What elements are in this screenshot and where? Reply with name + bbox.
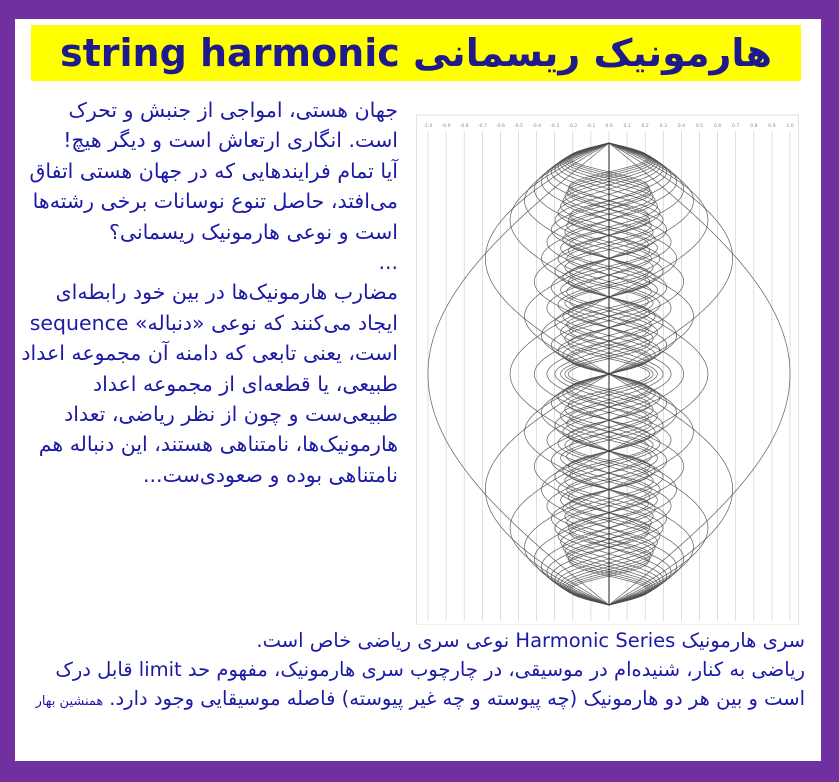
tick-label: 0.1 (623, 124, 631, 129)
title-bar (31, 25, 801, 81)
figure-border (417, 115, 799, 625)
intro-paragraph: مضارب هارمونیک‌ها در بین خود رابطه‌ای ایجاد می‌کنند که نوعی «دنباله» sequence است، یعنی تابعی که دامنه آن مجموعه اعداد طبیعی، یا قطعه‌ای از مجموعه اعداد طبیعی‌ست و چون از نظر ریاضی، تعداد هارمونیک‌ها، نامتناهی هستند، این دنباله هم نامتناهی بوده و صعودی‌ست... (21, 280, 398, 487)
tick-label: 0.0 (605, 124, 613, 129)
page-title: هارمونیک ریسمانی string harmonic (59, 31, 773, 75)
tick-label: -1.0 (423, 124, 433, 129)
bottom-line-2 (15, 655, 805, 716)
tick-label: 0.4 (677, 124, 686, 129)
tick-label: -0.1 (586, 124, 596, 129)
tick-label: -0.7 (477, 124, 487, 129)
tick-label: 0.5 (695, 124, 704, 129)
content-frame (15, 19, 821, 761)
tick-label: 0.6 (713, 124, 722, 129)
tick-label: -0.2 (568, 124, 578, 129)
author-signature: همنشین بهار (35, 694, 104, 709)
intro-paragraph: جهان هستی، امواجی از جنبش و تحرک است. انگاری ارتعاش است و دیگر هیچ! (63, 98, 398, 153)
intro-text (15, 95, 398, 490)
tick-label: -0.5 (514, 124, 523, 129)
tick-label: -0.4 (532, 124, 542, 129)
bottom-line-2-text: ریاضی به کنار، شنیده‌ام در موسیقی، در چارچوب سری هارمونیک، مفهوم حد limit قابل درک است و بین هر دو هارمونیک (چه پیوسته و چه غیر پیوسته) فاصله موسیقایی وجود دارد. (55, 658, 805, 710)
tick-label: -0.3 (550, 124, 560, 129)
tick-label: -0.8 (459, 124, 469, 129)
bottom-text (15, 626, 805, 716)
tick-label: 0.2 (641, 124, 649, 129)
intro-ellipsis: ... (378, 250, 398, 275)
tick-label: 1.0 (786, 124, 794, 129)
intro-paragraph: آیا تمام فرایندهایی که در جهان هستی اتفاق می‌افتد، حاصل تنوع نوسانات برخی رشته‌ها است و نوعی هارمونیک ریسمانی؟ (29, 158, 398, 244)
tick-label: 0.8 (750, 124, 758, 129)
harmonics-figure (416, 105, 799, 625)
tick-label: -0.9 (441, 124, 451, 129)
tick-label: 0.3 (659, 124, 667, 129)
tick-label: 0.7 (732, 124, 740, 129)
bottom-line-1: سری هارمونیک Harmonic Series نوعی سری ریاضی خاص است. (256, 629, 805, 652)
string-harmonics-diagram (416, 105, 799, 625)
tick-label: 0.9 (768, 124, 776, 129)
tick-label: -0.6 (495, 124, 505, 129)
